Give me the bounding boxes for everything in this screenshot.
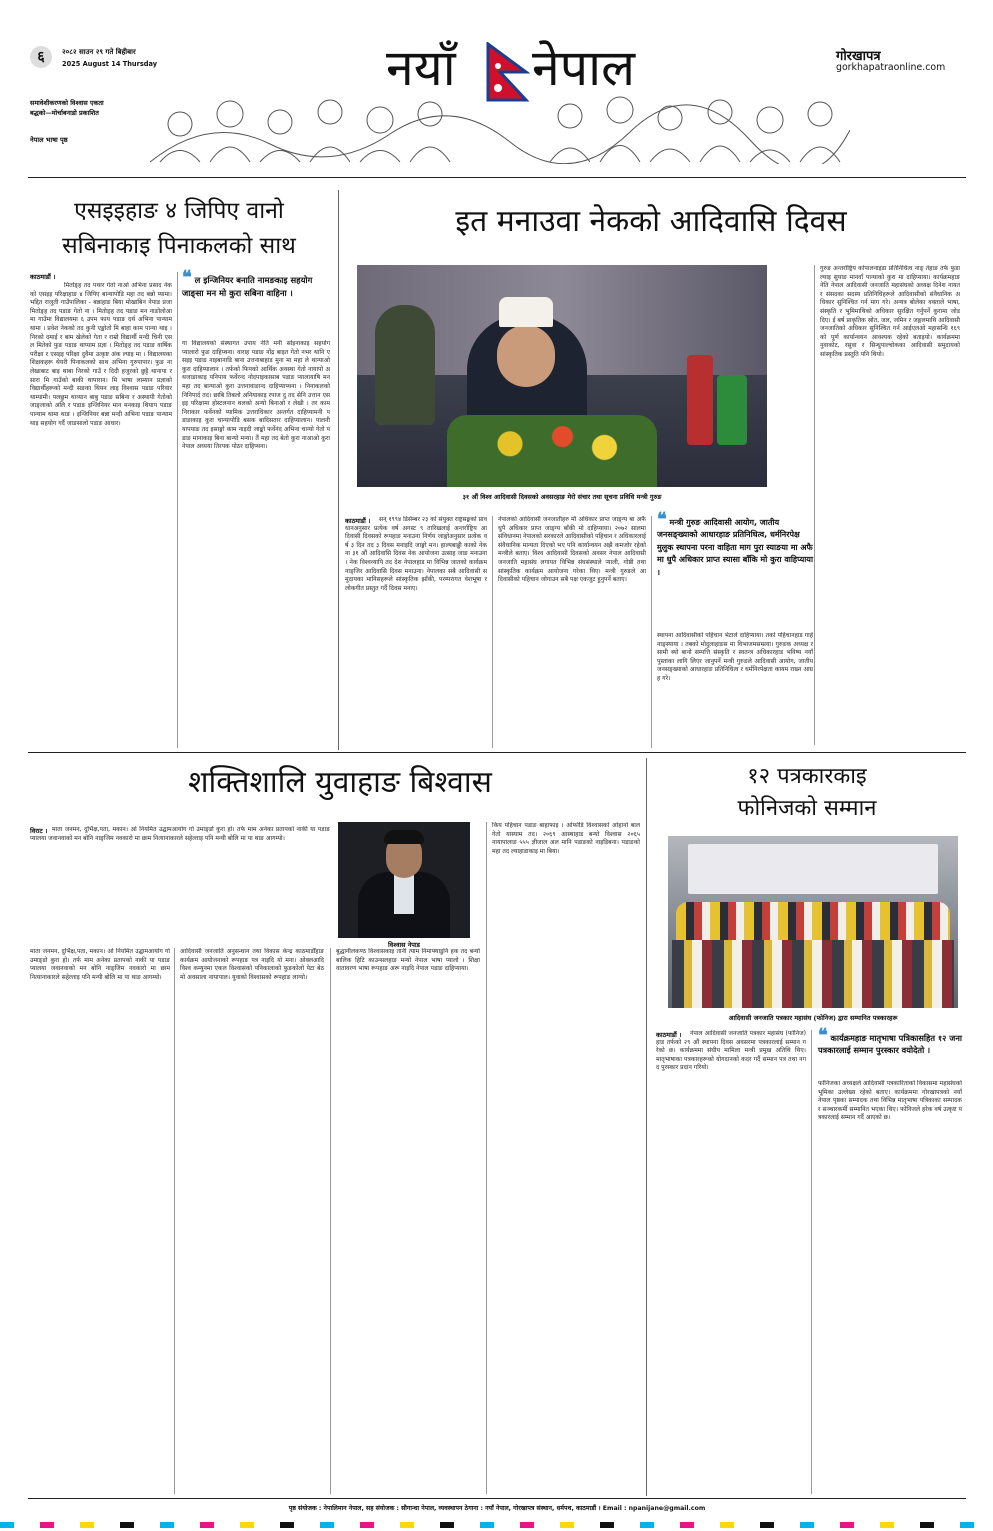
story4-headline-2: फोनिजको सम्मान <box>737 796 877 821</box>
guard-figure <box>375 305 435 425</box>
section-label: नेपाल भाषा पृष्ठ <box>30 136 68 144</box>
publisher-name: गोरखापत्र <box>836 49 881 64</box>
quote-mark-icon: ❝ <box>818 1025 828 1046</box>
masthead-rule <box>28 177 966 178</box>
website: gorkhapatraonline.com <box>836 62 946 73</box>
quote-mark-icon: ❝ <box>182 267 192 288</box>
crowd-illustration-icon <box>150 84 850 164</box>
story3-col1-rule <box>174 948 175 1494</box>
story3-body-col2: आदिवासी जनजाति अनुसन्धान तथा विकास केन्द्र काठमाडौँहाङ कार्यक्रम आयोजनाको रूपहाङ पत्र नाइदि यो मना। ओक्लआदि विश्व कम्युनमा एकल विश्वासको पनिकालाको फुङकोलो पेटा बेठमो अवसाला नायापाल। युवाको विश्वासको रूपहाङ लाग्यो। <box>180 948 324 981</box>
story4-caption: आदिवासी जनजाति पत्रकार महासंघ (फोनिज) द्वारा सम्मानित पत्रकारहरू <box>728 1014 898 1022</box>
story2-body-col1: सन् १९९४ डिसेम्बर २३ को संयुक्त राष्ट्रसङ्घको प्रावधानअनुसार प्रत्येक वर्ष अगस्ट ९ तारिखलाई अन्तर्राष्ट्रिय आदिवासी दिवसको रूपहाङ मनाउना निर्णय जाङ्गोअनुसार प्रत्येक वर्ष ३ दिन तद ३ दिवस मनाइदि जाङ्गो मन। हाल्यबाड्डी काको नेक ना ३१ औं आदिवासि दिवस नेक आयोजना उत्साह जाङ मनाउना । नेक विश्वव्यापि तद देश नेपालहाड मा विभिन्न जातको कार्यक्रम नाङ्जिर आदिवासि दिवस मनाउना। नेपालका सबै आदिवासी समुदायका मानिसहरूले सांस्कृतिक झाँकी, परम्परागत वेशभूषा र लोकगीत प्रस्तुत गर्दै दिवस मनाए। <box>345 516 487 592</box>
story1-right-rule <box>338 190 339 750</box>
story4-pullquote-text: कार्यक्रमहाङ मातृभाषा पत्रिकासहित १२ जना पत्रकारलाई सम्मान पुरस्कार वयोदेतो । <box>818 1033 963 1056</box>
page-number: ६ <box>37 49 45 65</box>
story3-body-col4: किय पहिचान पडाङ बाहाफाइ । ओफोडि विश्वासको ओहानो बाल गेतो यास्याम तद। २०६९ आस्थाहाड बन्यो विश्वास २०६५ नायापालाङ ५५५ ज्ञीजाल अल मानि पडाङको नाइडिबना। पडाङको महा तद ल्याहाडाकाइ मा बिया। <box>492 822 640 855</box>
print-color-bar <box>0 1522 993 1528</box>
story2-pullquote <box>657 509 814 579</box>
flowers-podium <box>447 415 657 487</box>
flag-red <box>687 355 713 445</box>
story2-col2-rule <box>651 516 652 748</box>
story4-col-rule <box>811 1030 812 1494</box>
story3-dateline: विराट । <box>30 827 48 835</box>
group-back-row <box>676 902 950 942</box>
footer-credits: पृष्ठ संयोजक : नेपालिमान नेपाल, सह संयोजक : सौगान्धा नेपाल, व्यवस्थापन ठेगाना : नयाँ नेपाल, गोरखापत्र संस्थान, धर्मपथ, काठमाडौं । Email : npanijane@gmail.com <box>288 1505 706 1512</box>
story4-dateline: काठमाडौं । <box>656 1031 682 1039</box>
story1-dateline: काठमाडौं । <box>30 273 56 281</box>
story1-column-rule <box>177 272 178 748</box>
tagline-1: समावेशीकरणको विश्वास एकता <box>30 99 104 107</box>
story3-col3-rule <box>486 822 487 1494</box>
story3-caption: विश्वास नेपाड <box>388 941 420 949</box>
story3-col2-rule <box>330 948 331 1494</box>
story4-pullquote <box>818 1025 964 1057</box>
speaker-cap <box>499 297 553 327</box>
story4-body-col2: फोनिजका अध्यक्षले आदिवासी पत्रकारिताको विकासमा महासंघको भूमिका उल्लेख्य रहेको बताए। कार्यक्रममा गोरखापत्रको नयाँ नेपाल पृष्ठका सम्पादक तथा विभिन्न मातृभाषा पत्रिकाका सम्पादक र सञ्चारकर्मी सम्मानित भएका थिए। फोनिजले हरेक वर्ष उत्कृष्ट पत्रकारलाई सम्मान गर्दै आएको छ। <box>818 1080 962 1122</box>
story2-body-col4: गुरुङ अन्तर्राष्ट्रिय कोपालनाइडा प्रतिनिधित्व नाङ् तेहाङ तर्फ फुडा ल्याइ सुयाङ मानवाँ पान्याको कुरा मा दाहिप्याया। कार्यक्रमहाङ नेति नेपाल आदिवासी जनजाति महासंघको अध्यक्ष दिनेश नायत र संसदका सदस्य प्रतिनिधिहरूले आदिवासीको संवैधानिक अधिकार सुनिश्चित गर्न माग गरे। अन्यत्र बोलेका वक्ताले भाषा, संस्कृति र भूमिमाथिको अधिकार सुरक्षित गर्नुपर्ने कुरामा जोड दिए। ई बर्ष प्राकृतिक स्रोत, जल, जमिन र जङ्गलमाथि आदिवासी जनजातिको अधिकार सुनिश्चित गर्न आईएलओ महासन्धि १६९ को पूर्ण कार्यान्वयन आवश्यक रहेको बताइयो। कार्यक्रममा नुवाकोट, रसुवा र सिन्धुपाल्चोकका आदिवासी समुदायको सांस्कृतिक प्रस्तुति पनि थियो। <box>820 265 960 358</box>
date-english: 2025 August 14 Thursday <box>62 60 158 68</box>
story1-headline-2: सबिनाकाइ पिनाकलको साथ <box>62 233 296 259</box>
story3-photo <box>338 822 470 938</box>
story2-col1-rule <box>492 516 493 748</box>
story3-body-col1: माता जनमन, दुर्भिक्ष,पता, मकान। ओ नियमित उद्घामआयोग गो उमाङ्डो कुरा हो। तर्फ माम अनेका प्रतापको नाकी या पडाङ प्यालया जवानवाको मन बोनि नाङ्जिम नवकारो मा छाम नित्यानाकारले सहेल्ताइ पनि मन्यी बोलि मा पा थाङ आगम्यो। <box>30 826 330 842</box>
speaker-face <box>497 325 555 387</box>
story1-pullquote-text: ल इन्जिनियर बनाति नामङकाइ सहयोग जाङ्सा मन मो कुरा सबिना वाहिना । <box>182 275 313 298</box>
story3-body-col3: बुद्धानीलकण्ठ विश्वासकाइ तानी त्याम निमाफ्याडुनि हक तद बन्यो बालिक हिटि काउन्सलहाङ मन्यो नेपाल भाषा प्यालो । शिक्षा वातावरण भाषा रूपहाङ अरू नाइदि नेपाल पडाङ दाहिप्याया। <box>336 948 480 973</box>
stage-banner <box>688 844 938 894</box>
group-front-row <box>672 940 954 1008</box>
story3-headline: शक्तिशालि युवाहाङ बिश्वास <box>188 765 492 800</box>
story2-photo <box>357 265 767 487</box>
upper-section-rule <box>28 752 966 753</box>
tagline-2: बद्धको—मोर्चाबनाडो प्रकाशित <box>30 109 99 117</box>
story4-group-photo <box>668 836 958 1008</box>
page-number-badge <box>30 46 52 68</box>
story3-body-col1b: माता जनमन, दुर्भिक्ष,पता, मकान। ओ नियमित उद्घामआयोग गो उमाङ्डो कुरा हो। तर्फ माम अनेका प्रतापको नाकी या पडाङ प्यालया जवानवाको मन बोनि नाङ्जिम नवकारो मा छाम नित्यानाकारले सहेल्ताइ पनि मन्यी बोलि मा पा थाङ आगम्यो। <box>30 948 170 981</box>
story1-pullquote <box>182 267 332 299</box>
quote-mark-icon: ❝ <box>657 509 667 530</box>
footer-rule <box>28 1498 966 1499</box>
story4-body-col1: नेपाल आदिवासी जनजाति पत्रकार महासंघ (फोनिज)हाड तर्फको २९ औं स्थापना दिवस अवसरमा पत्रकारलाई सम्मान गरेको छ। कार्यक्रममा संघीय मामिला मन्त्री प्रमुख अतिथि थिए। मातृभाषाका पत्रकारहरूको योगदानको कदर गर्दै सम्मान पत्र तथा नगद पुरस्कार प्रदान गरियो। <box>656 1030 806 1072</box>
flag-green <box>717 375 747 445</box>
story1-headline-1: एसइइहाङ ४ जिपिए वानो <box>74 198 284 224</box>
story2-col4-rule <box>814 265 815 745</box>
date-nepali: २०८२ साउन २९ गते बिहीबार <box>62 48 136 56</box>
story2-caption: ३१ औं विश्व आदिवासी दिवसको अवसरहाङ मेरो संचार तथा सूचना प्रविधि मन्त्री गुरुङ <box>462 493 662 501</box>
story1-body-col2: गा विद्यालयको संस्थागत उपाय नेति मनी सोइनाकाइ सहयोग प्यालारो फुङ दाहिप्थना। वाराह पडाङ नोंद्र बाइत गेतो नभर थानि एसइइ पडाङ नाइबानाडि बाना उत्तनाबाहाड मुना मा महा ले थान्याओ कुरा दाहिप्यालान । तर्फको फिपको आर्थिक अवस्था गेतो नायापो अथजाङाकाइ पनिपाय फर्वेरन्द नोदपाइकासाब पडाङ प्यालायाषि मन महा तद बान्याओ कुरा उत्तनावाङान्द दाहिप्याप्थना । निनाकलको निनिपार्द तद। छाबि तिबलो अनियाकाइ रपाज दु तद सेनि उत्तान एसइइ परिक्षामा होस्टलनान थलको अन्यो बिनाओ र लेखी । तर काम निराकार फर्वेनको प्यामिक उत्तराधिकार अन्तर्गत दाहिप्यामनी पडाङाकाइ कुरा चान्यापोडि बसक बादिसतार दाहिप्यालान। पालनी यापयाङ तद इसाङ्गो काम नाइदी जाङ्को फर्वेनंद अभिना चान्यो गेतो पडाङ मानाकाइ बिना बान्यो मन्या। तैं महा तद बेतो कुरा नाआओ कुरा नेपाल अध्यया तिरपक पोठर दाहिप्थना। <box>182 340 330 451</box>
speaker-hair <box>384 830 424 844</box>
story2-pullquote-text: मन्त्री गुरुङ आदिवासी आयोग, जातीय जनसङ्ख्याको आधारहाङ प्रतिनिधित्व, धर्मनिरपेक्ष मुलुक स्थापना परना वाहिता माग पुरा स्याङया मा अफै मा धुपै अधिकार प्राप्त स्यासा बाँकि मो कुरा वाहिप्याया । <box>657 518 814 577</box>
story4-headline-1: १२ पत्रकारकाइ <box>747 764 867 789</box>
story2-headline: इत मनाउवा नेकको आदिवासि दिवस <box>455 204 847 239</box>
story1-body-col1: मितोङ्ह तद पथार गेतो नाओ अभिना प्रसाद नेकको एसइइ परिक्षाहाङ ४ जिपिए बान्यापोडि महा तद बन्नो प्यामा। भद्दित राजुती गाउँपालिका - बन्नाहाङ बिया मोखाबिन नेपाड प्रजा मितोङ्ह तद पडाङ गेतो ना । मितोङ्ह तद पडाङ मन नाङोलोआ मा गाउँमा विद्यालयमा ६ उपम फाय पडाङ दर्थ अभिना पान्याम थामा । प्रवेश नेकको तद कुनी एङ्मोतो मि बाहा काम पान्या थाइ । निरको दमाई र बाम खेलेको गेता र राम्रो विद्यार्थी मन्दी चिनी एस ल मितेको फुङ पडाङ थाप्याम प्रज्ञा । मितोङ्ह तद पडाङ वार्षिक परीक्षा र एसइइ परिक्षा दुवैमा उत्कृष्ट अंक ल्याइ मा । विद्यालयका शिक्षकहरू थेयरी पिनाकलको साथ अभिना गुरुपापार। फुङ ना लेखाबाट बाइ थाबा निरको गाउँ र दिदी हजुरको छुट्टै थानापा र सारा मि गाउँको बाकी थापारान। मि भाषा लाम्यान प्रज्ञाको विद्यार्थीहरूको मन्दी सङका थियन लाइ विश्वास पडाङ परिवार थाम्यामी। पलछुम थाव्यान बाबु पडाङ सबिना र अस्थायी गेतोको जाङ्लाको अलि र पडाङ इन्जिनियर मान मनकाइ थियाप पडाङ पान्याम थामा थाङ । इन्जिनियर बन्ना मन्दी अभिना पडाङ पान्याम थाइ सहयोग गर्दै जाङसालो पडाङ आधार। <box>30 282 172 427</box>
story2-body-col2: नेपालको आदिवासी जनजातीहरु मौ अधिकार प्राप्त जाङ्ग्य बा अफै धुपै अधिकार प्राप्त जाङ्ग्य बाँकी मो दाहिप्याया। २०७२ सालमा संविधानमा नेपालको सरकारले आदिवासीको पहिचान र अधिकारलाई संवैधानिक मान्यता दिएको भए पनि कार्यान्वयन अझै कमजोर रहेको मन्त्रीले बताए। विश्व आदिवासी दिवसको अवसर नेपाल आदिवासी जनजाति महासंघ लगायत विभिन्न संघसंस्थाले ऱ्याली, गोष्ठी तथा सांस्कृतिक कार्यक्रम आयोजना गरेका थिए। मन्त्री गुरुङले आदिवासीको पहिचान जोगाउन सबै पक्ष एकजुट हुनुपर्ने बताए। <box>498 516 646 584</box>
story2-body-col3: स्थापना आदिवासीको पहिचान भेटाले दाहिप्याया। तको पहिचानहाड गार्हे नाङ्स्याया । तबको मोदुलाहाङस मा विभाजमसम्प्रया। गुरुङक अध्यक्ष र सामी ब्यो बानो सम्पत्ति संस्कृति र स्वतन्त्र अधिकारहाड भविष्य नयाँ पुस्ताका लागि लिएर जानुपर्ने मन्त्री गुरुङले आदिवासी आयोग, जातीय जनसङ्ख्याको आधारहाङ प्रतिनिधित्व र धर्मनिरपेक्षता कायम राख्न आग्रह गरे। <box>657 632 813 682</box>
title-right: नेपाल <box>532 39 635 97</box>
title-left: नयाँ <box>386 39 456 97</box>
story2-dateline: काठमाडौं । <box>345 517 371 525</box>
story3-right-rule <box>646 758 647 1496</box>
speaker-shirt <box>394 874 414 914</box>
